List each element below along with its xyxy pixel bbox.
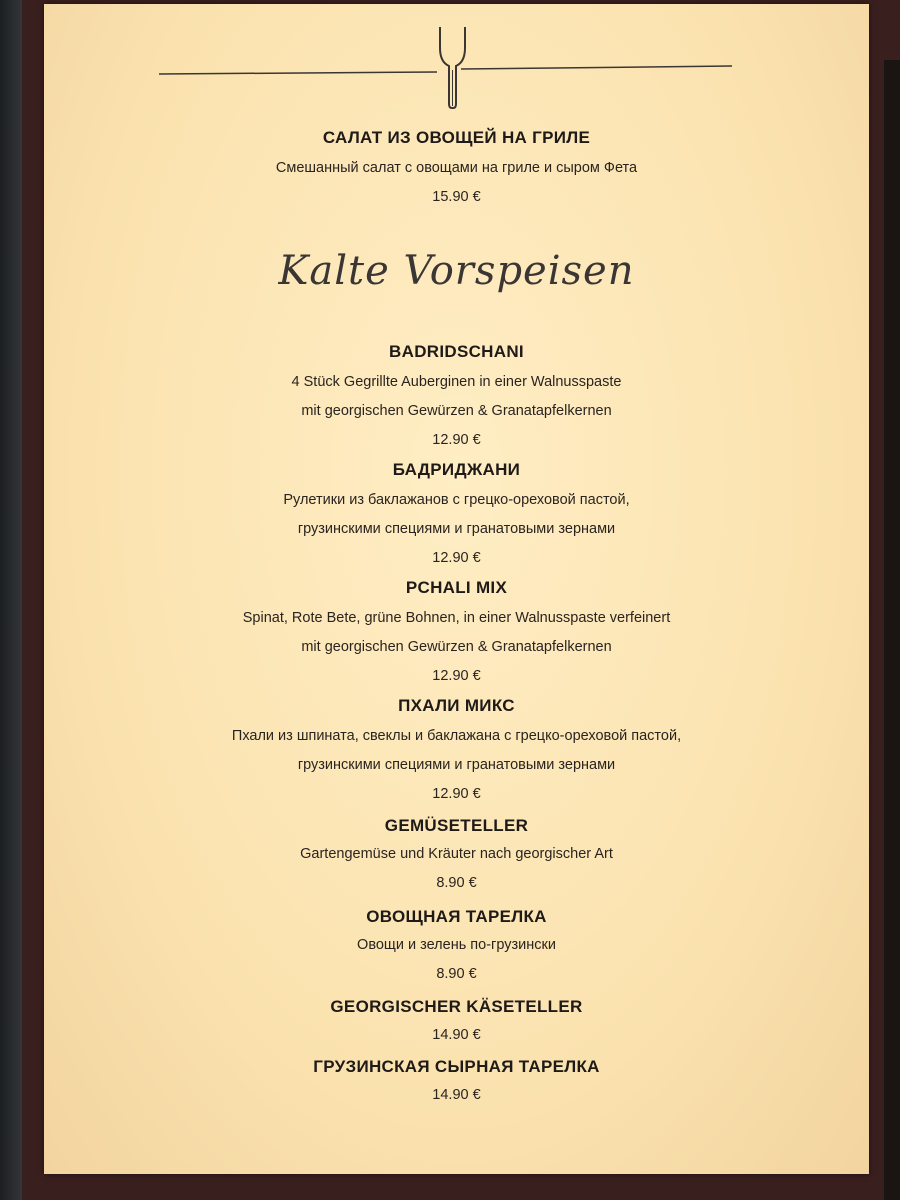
menu-item-description: грузинскими специями и гранатовыми зернами — [297, 521, 616, 537]
menu-item — [44, 696, 869, 809]
menu-item — [44, 997, 869, 1050]
menu-item-description: 4 Stück Gegrillte Auberginen in einer Walnusspaste — [291, 374, 622, 390]
menu-item — [44, 907, 869, 989]
menu-item-name: БАДРИДЖАНИ — [392, 460, 521, 479]
menu-item-price: 15.90 € — [432, 189, 481, 205]
menu-holder-edge — [884, 60, 900, 1200]
fork-icon — [44, 22, 869, 117]
menu-item-price: 12.90 € — [432, 668, 481, 684]
menu-item-name: САЛАТ ИЗ ОВОЩЕЙ НА ГРИЛЕ — [322, 128, 591, 147]
menu-item-price: 14.90 € — [432, 1027, 481, 1043]
menu-item-price: 12.90 € — [432, 432, 481, 448]
menu-item-description: Пхали из шпината, свеклы и баклажана с грецко-ореховой пастой, — [231, 728, 682, 744]
menu-item-name: ПХАЛИ МИКС — [398, 696, 515, 715]
menu-item-description: грузинскими специями и гранатовыми зернами — [297, 757, 616, 773]
menu-item-name: ГРУЗИНСКАЯ СЫРНАЯ ТАРЕЛКА — [313, 1057, 600, 1076]
menu-item-price: 12.90 € — [432, 550, 481, 566]
menu-item-description: mit georgischen Gewürzen & Granatapfelkernen — [301, 639, 612, 655]
menu-item-description: Овощи и зелень по-грузински — [357, 937, 556, 953]
menu-item — [44, 342, 869, 455]
menu-item-price: 8.90 € — [436, 875, 477, 891]
menu-item-name: PCHALI MIX — [405, 578, 508, 597]
menu-item-price: 12.90 € — [432, 786, 481, 802]
menu-item-price: 14.90 € — [432, 1087, 481, 1103]
menu-item-description: Spinat, Rote Bete, grüne Bohnen, in einer Walnusspaste verfeinert — [242, 610, 671, 626]
menu-item-description: Gartengemüse und Kräuter nach georgischer Art — [300, 846, 613, 862]
menu-item-description: mit georgischen Gewürzen & Granatapfelkernen — [301, 403, 612, 419]
menu-item-description: Смешанный салат с овощами на гриле и сыром Фета — [275, 160, 638, 176]
menu-item-description: Рулетики из баклажанов с грецко-ореховой пастой, — [283, 492, 630, 508]
menu-item — [44, 128, 869, 212]
menu-item-name: BADRIDSCHANI — [389, 342, 524, 361]
menu-item-name: ОВОЩНАЯ ТАРЕЛКА — [366, 907, 547, 926]
menu-item — [44, 460, 869, 573]
menu-item-price: 8.90 € — [436, 966, 477, 982]
section-title: Kalte Vorspeisen — [278, 248, 635, 294]
menu-item — [44, 578, 869, 691]
menu-page — [44, 4, 869, 1174]
menu-item-name: GEMÜSETELLER — [384, 816, 529, 835]
menu-item — [44, 1057, 869, 1110]
menu-item-name: GEORGISCHER KÄSETELLER — [330, 997, 583, 1016]
menu-item — [44, 816, 869, 898]
